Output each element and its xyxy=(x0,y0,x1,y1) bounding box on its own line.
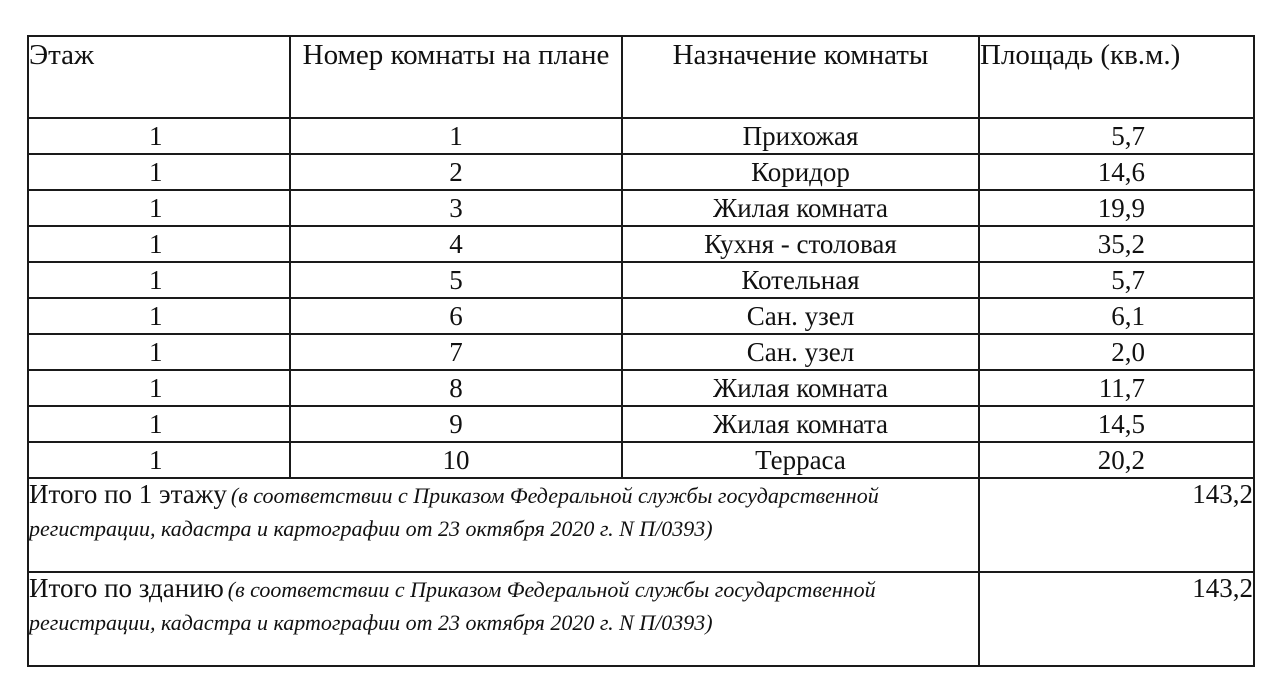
table-row xyxy=(28,226,1254,262)
area-cell: 14,6 xyxy=(979,154,1254,190)
table-header xyxy=(28,36,1254,118)
purpose-cell: Кухня - столовая xyxy=(622,226,979,262)
floor-cell: 1 xyxy=(28,334,290,370)
area-cell: 6,1 xyxy=(979,298,1254,334)
header-row xyxy=(28,36,1254,118)
floor-total-label-cell xyxy=(28,478,979,572)
table-row xyxy=(28,370,1254,406)
floor-cell: 1 xyxy=(28,118,290,154)
purpose-cell: Сан. узел xyxy=(622,334,979,370)
floor-cell: 1 xyxy=(28,406,290,442)
floor-cell: 1 xyxy=(28,370,290,406)
building-total-label-cell xyxy=(28,572,979,666)
table-body xyxy=(28,118,1254,666)
purpose-cell: Сан. узел xyxy=(622,298,979,334)
cropped-previous-line xyxy=(380,0,710,4)
purpose-cell: Жилая комната xyxy=(622,370,979,406)
area-cell: 19,9 xyxy=(979,190,1254,226)
room-number-cell: 10 xyxy=(290,442,622,478)
room-number-cell: 8 xyxy=(290,370,622,406)
table-row xyxy=(28,262,1254,298)
floor-cell: 1 xyxy=(28,298,290,334)
purpose-cell: Прихожая xyxy=(622,118,979,154)
purpose-cell: Коридор xyxy=(622,154,979,190)
header-floor: Этаж xyxy=(28,36,290,118)
room-number-cell: 1 xyxy=(290,118,622,154)
purpose-cell: Котельная xyxy=(622,262,979,298)
room-number-cell: 6 xyxy=(290,298,622,334)
table-row xyxy=(28,298,1254,334)
table-row xyxy=(28,442,1254,478)
header-area: Площадь (кв.м.) xyxy=(979,36,1254,118)
purpose-cell: Жилая комната xyxy=(622,406,979,442)
floor-cell: 1 xyxy=(28,154,290,190)
purpose-cell: Терраса xyxy=(622,442,979,478)
area-cell: 11,7 xyxy=(979,370,1254,406)
table-row xyxy=(28,154,1254,190)
table-row xyxy=(28,406,1254,442)
table-row xyxy=(28,190,1254,226)
building-total-note: (в соответствии с Приказом Федеральной службы государственной регистрации, кадастра и картографии от 23 октября 2020 г. N П/0393) xyxy=(29,577,876,635)
table-row xyxy=(28,334,1254,370)
area-cell: 20,2 xyxy=(979,442,1254,478)
header-purpose: Назначение комнаты xyxy=(622,36,979,118)
floor-total-note: (в соответствии с Приказом Федеральной службы государственной регистрации, кадастра и картографии от 23 октября 2020 г. N П/0393) xyxy=(29,483,879,541)
area-cell: 14,5 xyxy=(979,406,1254,442)
floor-total-label: Итого по 1 этажу xyxy=(29,479,227,509)
building-total-row xyxy=(28,572,1254,666)
floor-cell: 1 xyxy=(28,262,290,298)
room-area-table xyxy=(27,35,1255,667)
area-cell: 5,7 xyxy=(979,262,1254,298)
floor-total-row xyxy=(28,478,1254,572)
floor-cell: 1 xyxy=(28,190,290,226)
floor-total-value: 143,2 xyxy=(979,478,1254,572)
room-number-cell: 7 xyxy=(290,334,622,370)
room-number-cell: 3 xyxy=(290,190,622,226)
area-cell: 35,2 xyxy=(979,226,1254,262)
room-number-cell: 2 xyxy=(290,154,622,190)
room-number-cell: 5 xyxy=(290,262,622,298)
floor-cell: 1 xyxy=(28,226,290,262)
building-total-label: Итого по зданию xyxy=(29,573,224,603)
table-row xyxy=(28,118,1254,154)
area-cell: 2,0 xyxy=(979,334,1254,370)
header-room-number: Номер комнаты на плане xyxy=(290,36,622,118)
area-cell: 5,7 xyxy=(979,118,1254,154)
building-total-value: 143,2 xyxy=(979,572,1254,666)
floor-cell: 1 xyxy=(28,442,290,478)
room-number-cell: 9 xyxy=(290,406,622,442)
purpose-cell: Жилая комната xyxy=(622,190,979,226)
room-number-cell: 4 xyxy=(290,226,622,262)
